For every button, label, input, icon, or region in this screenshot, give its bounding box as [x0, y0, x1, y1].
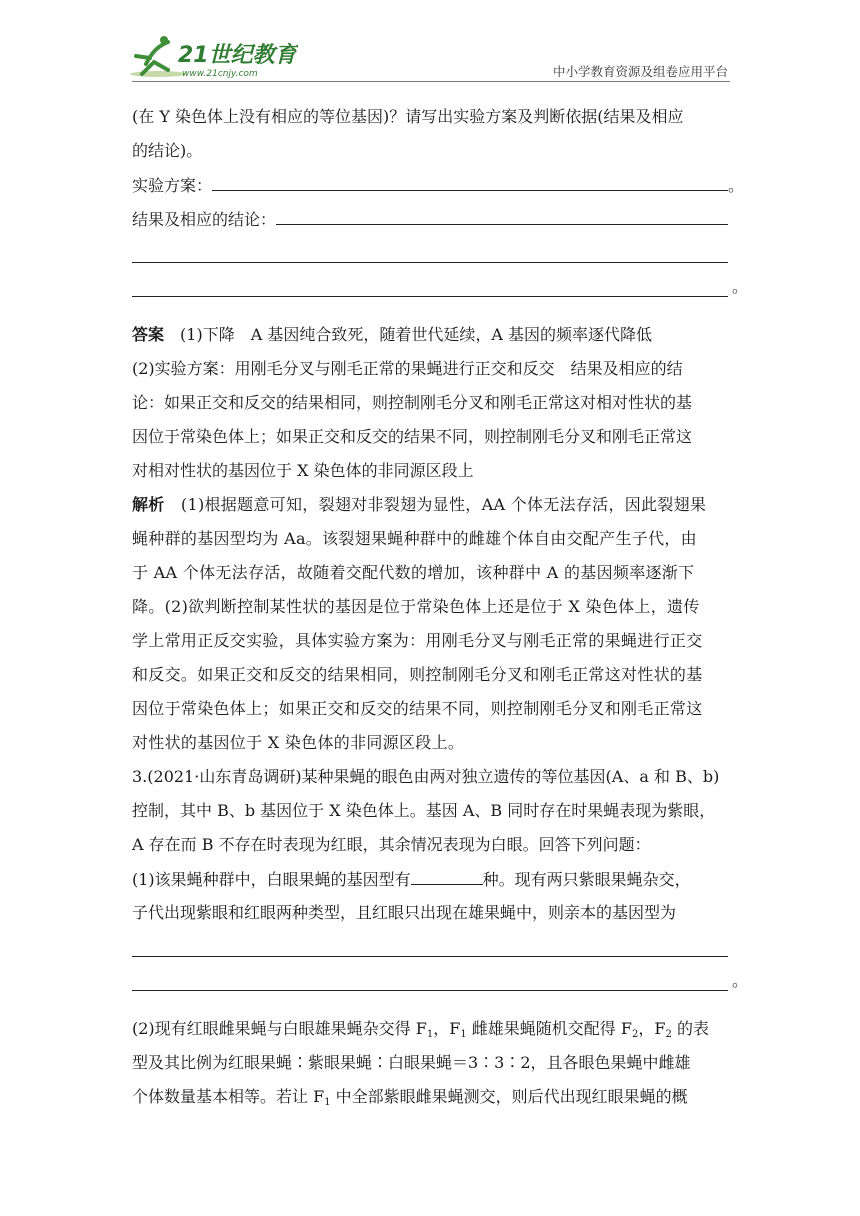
site-tagline: 中小学教育资源及组卷应用平台: [552, 64, 728, 79]
q3-part2-line-3: [132, 1080, 732, 1114]
question-3-line-3: A 存在而 B 不存在时表现为红眼，其余情况表现为白眼。回答下列问题：: [132, 835, 651, 854]
question-3-line-1: 3.(2021·山东青岛调研)某种果蝇的眼色由两对独立遗传的等位基因(A、a 和 B、b): [132, 767, 720, 786]
blank-line-end: [132, 270, 749, 304]
end-period: 。: [732, 277, 749, 296]
question-3-line-2: 控制，其中 B、b 基因位于 X 染色体上。基因 A、B 同时存在时果蝇表现为紫眼，: [132, 801, 716, 820]
analysis-line-2: 蝇种群的基因型均为 Aa。该裂翅果蝇种群中的雌雄个体自由交配产生子代，由: [132, 529, 697, 548]
logo-text: 21世纪教育: [178, 43, 297, 68]
result-label: 结果及相应的结论：: [132, 210, 277, 229]
blank-line: [132, 236, 732, 270]
q3-part2-text: ，F: [433, 1019, 461, 1038]
answer-blank-line[interactable]: [132, 270, 728, 297]
answer-line-2: (2)实验方案：用刚毛分叉与刚毛正常的果蝇进行正交和反交 结果及相应的结: [132, 359, 683, 378]
result-blank[interactable]: [276, 202, 728, 225]
q3-part1-line-2: 子代出现紫眼和红眼两种类型，且红眼只出现在雄果蝇中，则亲本的基因型为: [132, 903, 677, 922]
end-period: 。: [732, 971, 749, 990]
answer-label: 答案: [132, 325, 165, 344]
document-body: [132, 100, 749, 1114]
logo-url: www.21cnjy.com: [182, 69, 258, 79]
scheme-period: 。: [728, 176, 745, 195]
analysis-label: 解析: [132, 495, 165, 514]
analysis-line-5: 学上常用正反交实验，具体实验方案为：用刚毛分叉与刚毛正常的果蝇进行正交: [132, 631, 703, 650]
q3-part2-text: 的表: [671, 1019, 709, 1038]
analysis-line-8: 对性状的基因位于 X 染色体的非同源区段上。: [132, 733, 465, 752]
answer-line-4: 因位于常染色体上；如果正交和反交的结果不同，则控制刚毛分叉和刚毛正常这: [132, 427, 693, 446]
q3-part1-text: (1)该果蝇种群中，白眼果蝇的基因型有: [132, 870, 411, 889]
header-divider: [132, 81, 730, 82]
answer-line-5: 对相对性状的基因位于 X 染色体的非同源区段上: [132, 461, 474, 480]
subscript: 2: [665, 1029, 672, 1040]
subscript: 2: [632, 1029, 639, 1040]
analysis-line-7: 因位于常染色体上；如果正交和反交的结果不同，则控制刚毛分叉和刚毛正常这: [132, 699, 703, 718]
q3-part2-text: ，F: [638, 1019, 666, 1038]
blank-line: [132, 930, 732, 964]
answer-line-1: [132, 318, 732, 352]
answer-blank-line[interactable]: [132, 236, 728, 263]
result-row: [132, 202, 732, 236]
subscript: 1: [460, 1029, 467, 1040]
parent-genotype-blank[interactable]: [132, 964, 728, 991]
q3-part2-line-2: 型及其比例为红眼果蝇∶紫眼果蝇∶白眼果蝇＝3∶3∶2，且各眼色果蝇中雌雄: [132, 1053, 691, 1072]
subscript: 1: [324, 1097, 331, 1108]
answer-line-3: 论：如果正交和反交的结果相同，则控制刚毛分叉和刚毛正常这对相对性状的基: [132, 393, 693, 412]
scheme-label: 实验方案：: [132, 176, 213, 195]
analysis-line-1: [132, 488, 732, 522]
q3-part2-text: 雌雄果蝇随机交配得 F: [466, 1019, 632, 1038]
q3-part1-line-1: [132, 862, 732, 896]
q3-part2-text: (2)现有红眼雌果蝇与白眼雄果蝇杂交得 F: [132, 1019, 427, 1038]
page-header: [0, 0, 860, 90]
analysis-line-3: 于 AA 个体无法存活，故随着交配代数的增加，该种群中 A 的基因频率逐渐下: [132, 563, 695, 582]
scheme-blank[interactable]: [212, 168, 728, 191]
scheme-row: [132, 168, 745, 202]
q3-part2-line-1: [132, 1012, 732, 1046]
q3-part2-text: 中全部紫眼雌果蝇测交，则后代出现红眼果蝇的概: [330, 1087, 688, 1106]
answer-text: (1)下降 A 基因纯合致死，随着世代延续，A 基因的频率逐代降低: [180, 325, 652, 344]
q3-part1-text-after: 种。现有两只紫眼果蝇杂交，: [482, 870, 691, 889]
blank-line-end: [132, 964, 749, 998]
subscript: 1: [426, 1029, 434, 1040]
site-logo: [128, 34, 298, 84]
genotype-count-blank[interactable]: [411, 862, 483, 885]
intro-line-1: (在 Y 染色体上没有相应的等位基因)？请写出实验方案及判断依据(结果及相应: [132, 107, 684, 126]
intro-line-2: 的结论)。: [132, 141, 203, 160]
analysis-line-4: 降。(2)欲判断控制某性状的基因是位于常染色体上还是位于 X 染色体上，遗传: [132, 597, 700, 616]
analysis-text: (1)根据题意可知，裂翅对非裂翅为显性，AA 个体无法存活，因此裂翅果: [180, 495, 707, 514]
q3-part2-text: 个体数量基本相等。若让 F: [132, 1087, 325, 1106]
parent-genotype-blank[interactable]: [132, 930, 728, 957]
analysis-line-6: 和反交。如果正交和反交的结果相同，则控制刚毛分叉和刚毛正常这对性状的基: [132, 665, 703, 684]
